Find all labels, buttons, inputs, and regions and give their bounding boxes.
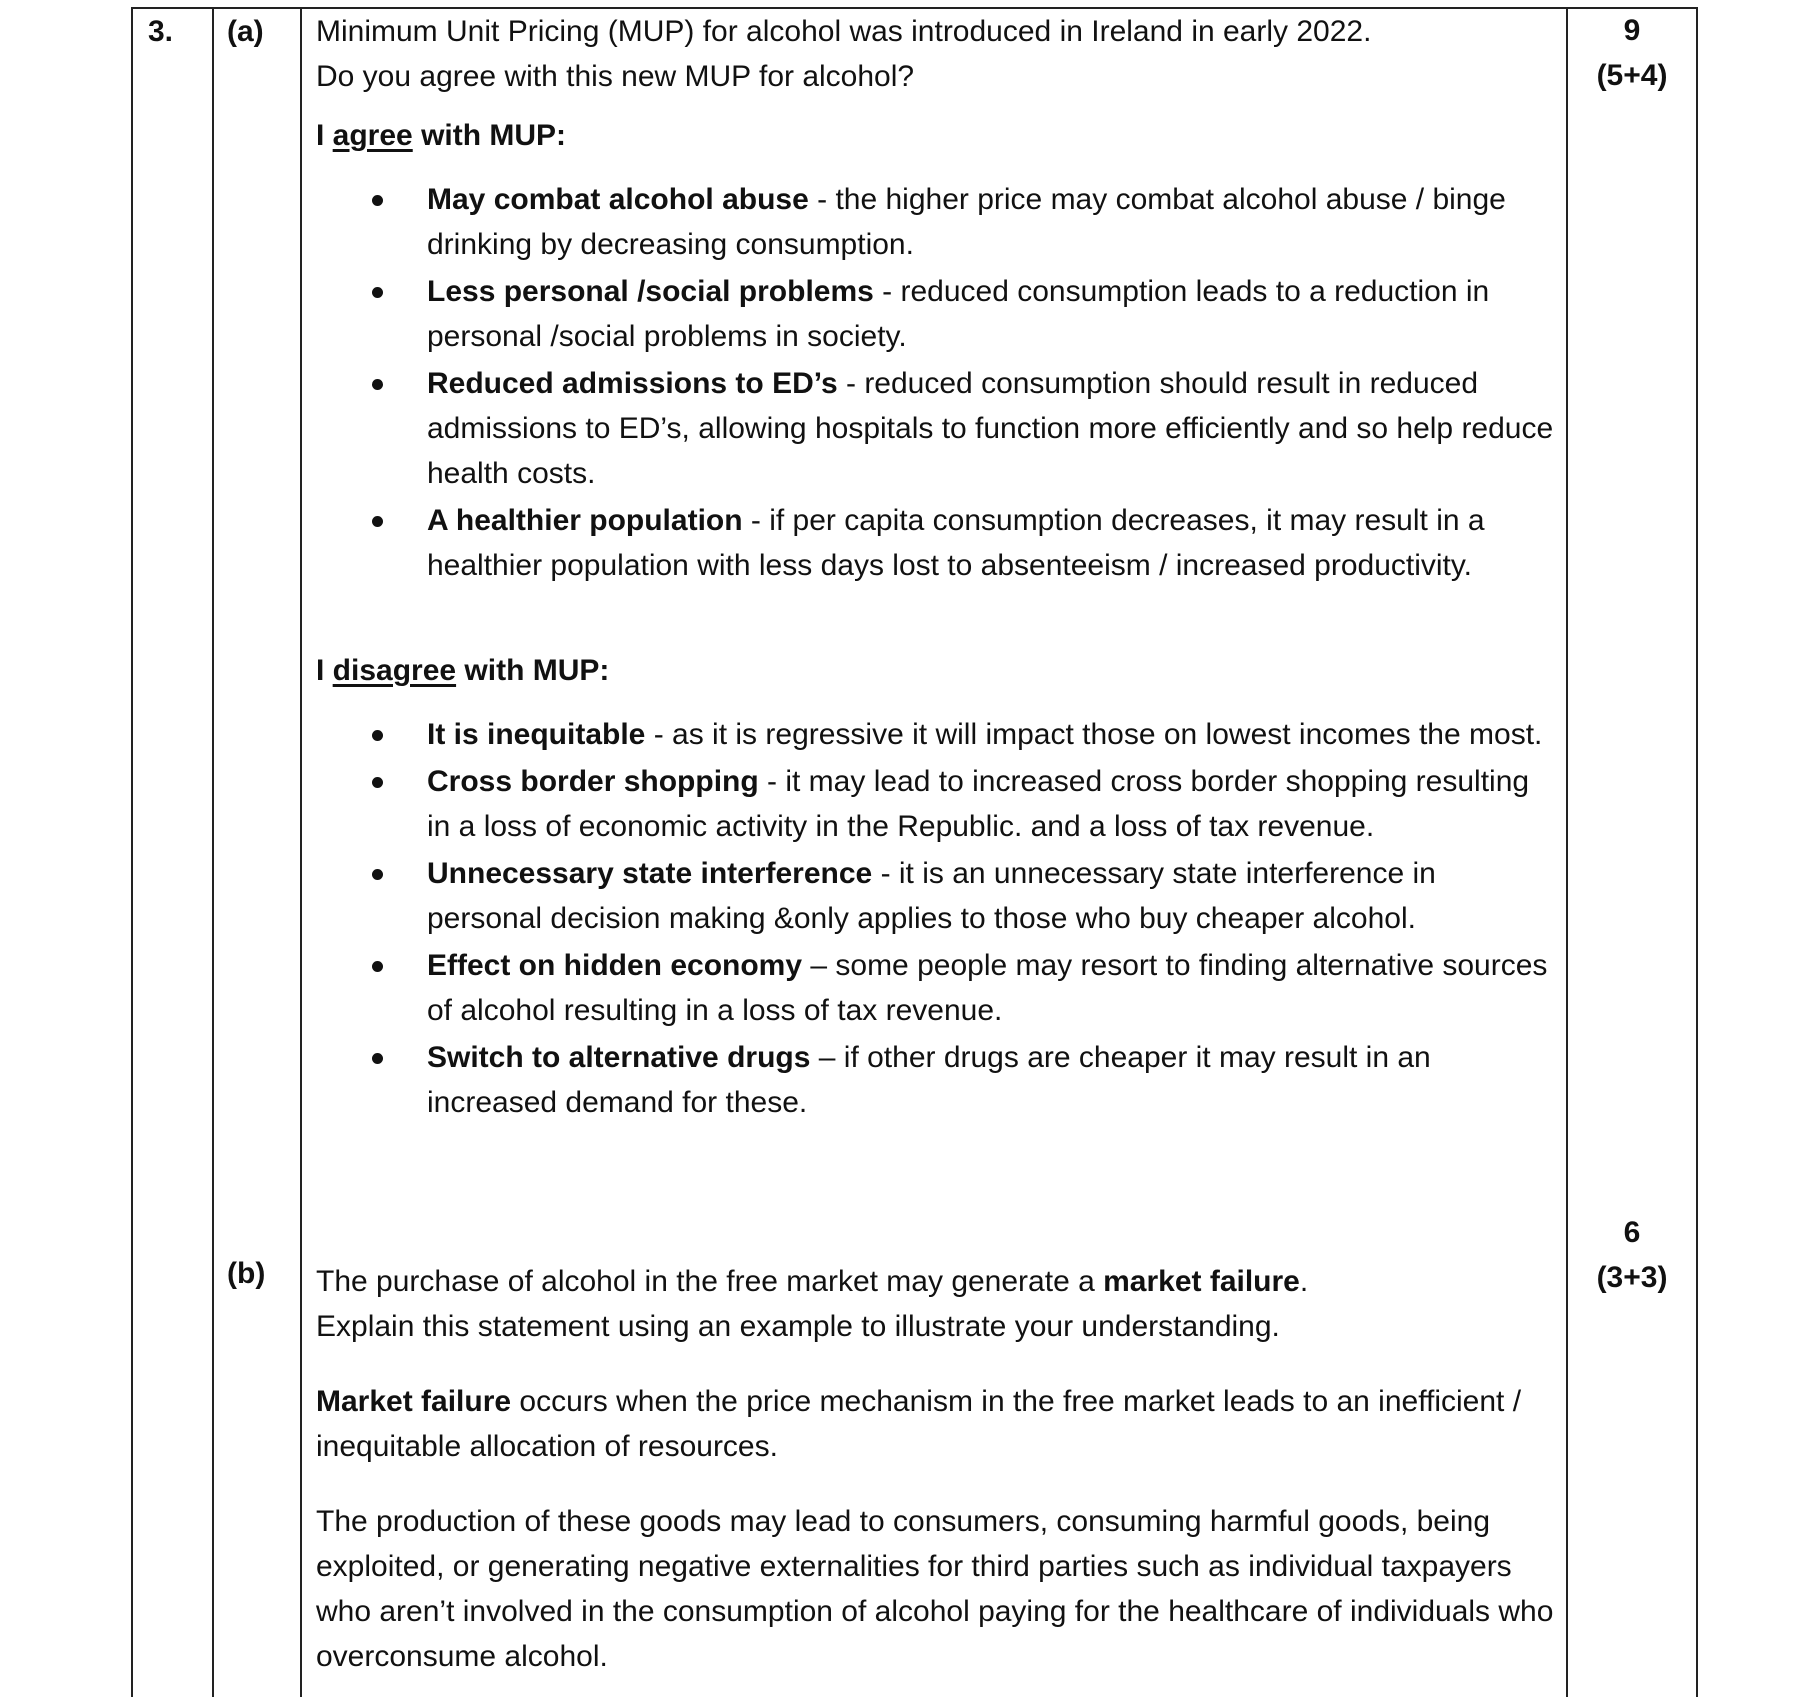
bullet-icon [372,869,383,880]
part-b-question-line-2: Explain this statement using an example to illustrate your understanding. [316,1310,1280,1343]
disagree-point [316,943,1556,1033]
agree-point-title: Less personal /social problems [427,275,874,308]
agree-point-title: Reduced admissions to ED’s [427,367,838,400]
disagree-point-title: Unnecessary state interference [427,857,873,890]
disagree-point [316,851,1556,941]
part-b-question-prefix: The purchase of alcohol in the free market may generate a [316,1265,1104,1298]
agree-heading [316,113,1556,158]
part-a-question-line-1: Minimum Unit Pricing (MUP) for alcohol was introduced in Ireland in early 2022. [316,15,1372,48]
disagree-point [316,759,1556,849]
disagree-point-title: Effect on hidden economy [427,949,803,982]
explanation-paragraph [316,1499,1556,1679]
part-b-label: (b) [227,1257,266,1290]
disagree-point-title: Switch to alternative drugs [427,1041,811,1074]
disagree-point-text: - as it is regressive it will impact those on lowest incomes the most. [645,718,1543,751]
bullet-icon [372,961,383,972]
part-b-question [316,1259,1556,1349]
disagree-point-text: - it is an unnecessary state interference in personal decision making &only applies to those who buy cheaper alcohol. [427,857,1436,935]
agree-point-text: - reduced consumption leads to a reduction in personal /social problems in society. [427,275,1490,353]
disagree-point-title: Cross border shopping [427,765,759,798]
disagree-heading-prefix: I [316,654,333,687]
part-b-question-bold: market failure [1103,1265,1300,1298]
agree-point-text: - if per capita consumption decreases, it may result in a healthier population with less days lost to absenteeism / increased productivity. [427,504,1485,582]
disagree-point-text: – if other drugs are cheaper it may result in an increased demand for these. [427,1041,1431,1119]
bullet-icon [372,379,383,390]
disagree-heading-suffix: with MUP: [456,654,610,687]
market-failure-definition [316,1379,1556,1469]
agree-point [316,498,1556,588]
part-b-question-suffix: . [1299,1265,1309,1298]
agree-point-text: - reduced consumption should result in reduced admissions to ED’s, allowing hospitals to function more efficiently and so help reduce health costs. [427,367,1554,490]
bullet-icon [372,777,383,788]
agree-point-title: May combat alcohol abuse [427,183,809,216]
question-number: 3. [148,15,174,48]
column-divider-1 [212,7,214,1697]
part-a-question-line-2: Do you agree with this new MUP for alcohol? [316,60,915,93]
disagree-point [316,1035,1556,1125]
agree-point [316,177,1556,267]
bullet-icon [372,730,383,741]
bullet-icon [372,516,383,527]
column-divider-2 [300,7,302,1697]
agree-heading-suffix: with MUP: [412,119,567,152]
bullet-icon [372,1053,383,1064]
bullet-icon [372,195,383,206]
agree-points-list [316,177,1556,590]
part-b-question-line-1 [316,1259,1556,1304]
part-a-question [316,9,1556,99]
agree-point-title: A healthier population [427,504,743,537]
agree-heading-prefix: I [316,119,333,152]
agree-point [316,269,1556,359]
part-a-marks: 9 [1623,14,1641,47]
disagree-heading [316,648,1556,693]
agree-heading-word: agree [332,119,413,152]
agree-point-text: - the higher price may combat alcohol abuse / binge drinking by decreasing consumption. [427,183,1506,261]
table-right-border [1696,7,1698,1697]
part-a-marks-breakdown: (5+4) [1596,59,1668,92]
disagree-point-text: - it may lead to increased cross border shopping resulting in a loss of economic activity in the Republic. and a loss of tax revenue. [427,765,1530,843]
column-divider-3 [1566,7,1568,1697]
definition-term: Market failure [316,1385,512,1418]
disagree-point-text: – some people may resort to finding alternative sources of alcohol resulting in a loss of tax revenue. [427,949,1548,1027]
agree-point [316,361,1556,496]
definition-text: occurs when the price mechanism in the free market leads to an inefficient / inequitable allocation of resources. [316,1385,1522,1463]
disagree-point-title: It is inequitable [427,718,646,751]
explanation-text: The production of these goods may lead to consumers, consuming harmful goods, being exploited, or generating negative externalities for third parties such as individual taxpayers who aren’t involved in the consumption of alcohol paying for the healthcare of individuals who overconsume alcohol. [316,1505,1554,1673]
disagree-heading-word: disagree [332,654,457,687]
part-a-label: (a) [227,15,264,48]
part-b-marks: 6 [1623,1216,1641,1249]
disagree-point [316,712,1556,757]
table-left-border [131,7,133,1697]
disagree-points-list [316,712,1556,1127]
part-b-marks-breakdown: (3+3) [1596,1261,1668,1294]
bullet-icon [372,287,383,298]
